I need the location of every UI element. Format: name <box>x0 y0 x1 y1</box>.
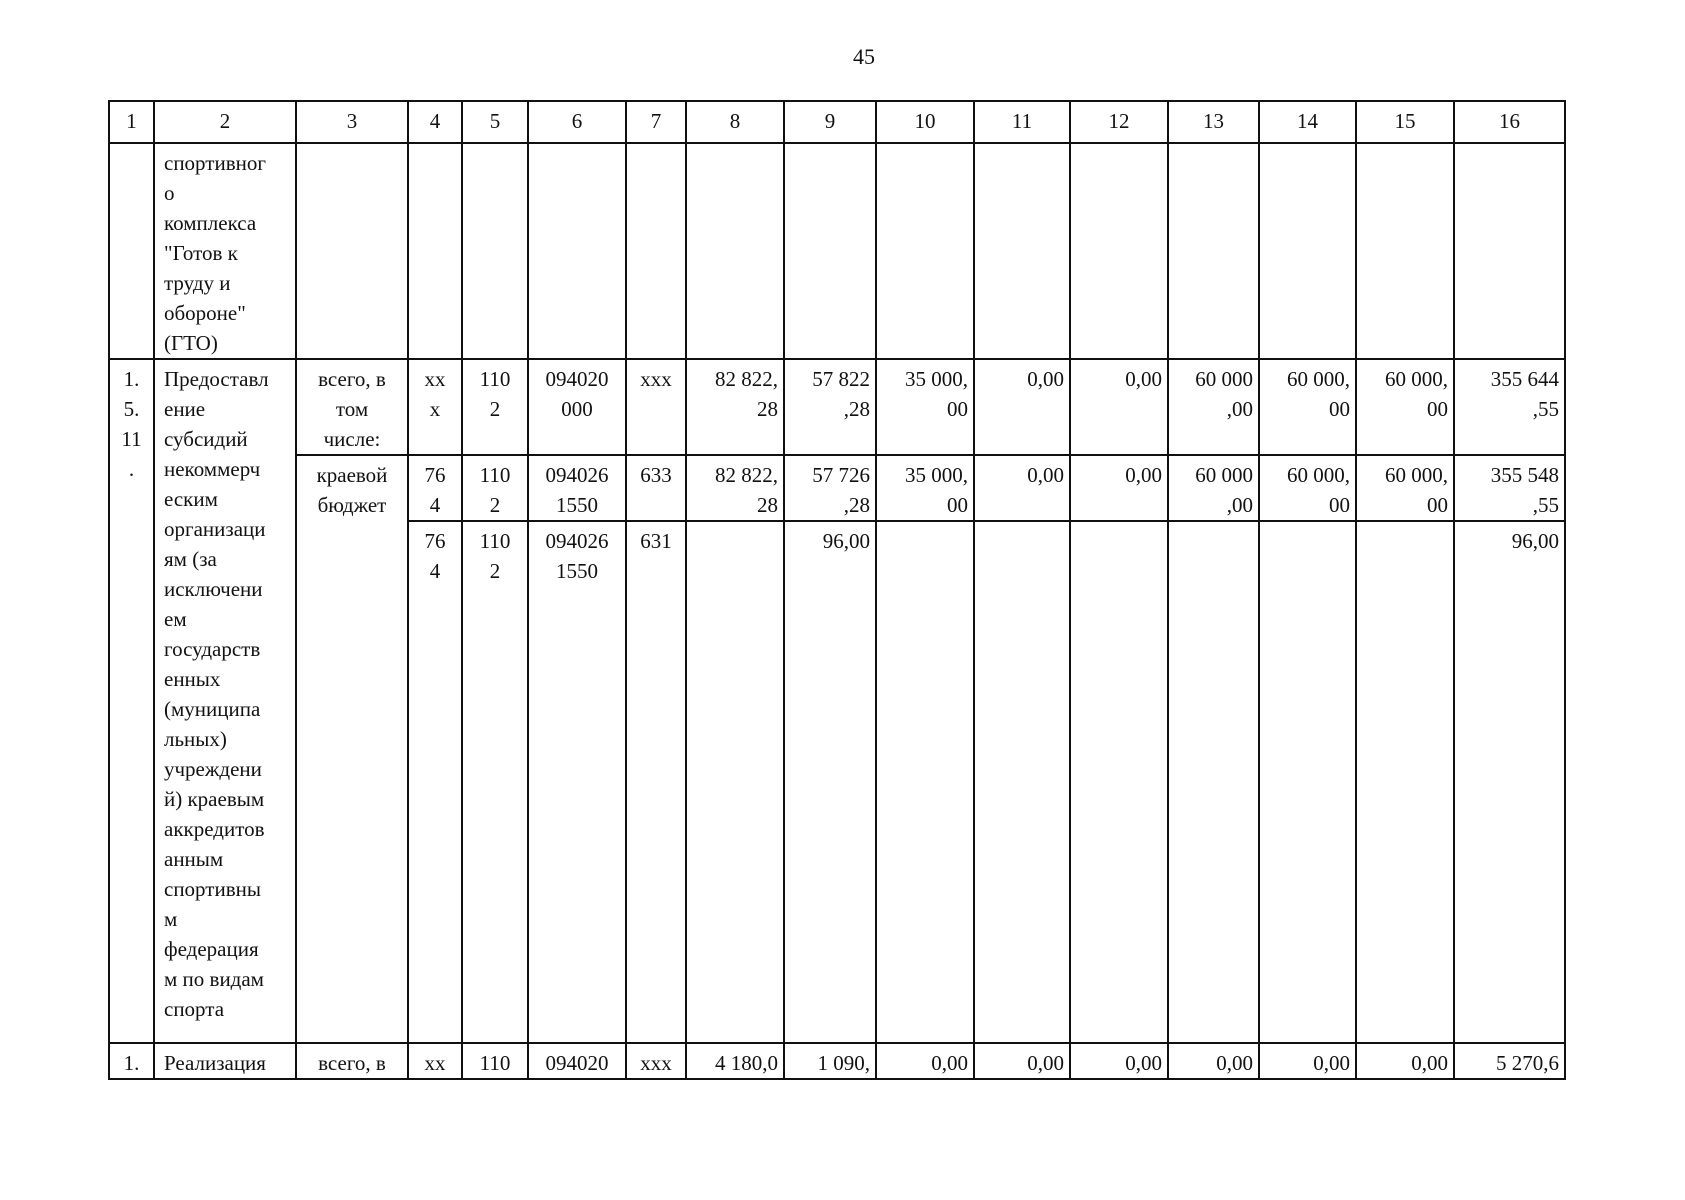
header-cell: 10 <box>876 101 974 143</box>
code-cell: 110 <box>462 1043 528 1079</box>
amount-cell: 60 000, 00 <box>1356 359 1454 455</box>
code-cell: ххх <box>626 1043 686 1079</box>
header-row <box>109 101 1565 143</box>
amount-cell: 0,00 <box>876 1043 974 1079</box>
code-cell: 094020 <box>528 1043 626 1079</box>
header-cell: 13 <box>1168 101 1259 143</box>
amount-cell: 35 000, 00 <box>876 359 974 455</box>
header-cell: 15 <box>1356 101 1454 143</box>
table-row-regional-633 <box>109 455 1565 521</box>
amount-cell <box>1259 521 1356 1043</box>
header-cell: 6 <box>528 101 626 143</box>
amount-cell: 0,00 <box>974 359 1070 455</box>
table-row-continuation <box>109 143 1565 359</box>
code-cell: 094026 1550 <box>528 521 626 1043</box>
funding-source-cell: всего, в том числе: <box>296 359 408 455</box>
row-number-cell: 1. 5. 11 . <box>109 359 154 1043</box>
code-cell: 631 <box>626 521 686 1043</box>
row-number-cell: 1. <box>109 1043 154 1079</box>
header-cell: 2 <box>154 101 296 143</box>
amount-cell: 96,00 <box>784 521 876 1043</box>
amount-cell: 60 000, 00 <box>1259 359 1356 455</box>
code-cell: 110 2 <box>462 521 528 1043</box>
code-cell: ххх <box>626 359 686 455</box>
code-cell: 094026 1550 <box>528 455 626 521</box>
header-cell: 3 <box>296 101 408 143</box>
header-cell: 11 <box>974 101 1070 143</box>
amount-cell: 35 000, 00 <box>876 455 974 521</box>
amount-cell: 0,00 <box>1070 359 1168 455</box>
amount-cell: 0,00 <box>1070 1043 1168 1079</box>
amount-cell: 60 000, 00 <box>1356 455 1454 521</box>
amount-cell: 60 000 ,00 <box>1168 455 1259 521</box>
amount-cell: 96,00 <box>1454 521 1565 1043</box>
header-cell: 4 <box>408 101 462 143</box>
amount-cell: 355 548 ,55 <box>1454 455 1565 521</box>
header-cell: 1 <box>109 101 154 143</box>
amount-cell: 0,00 <box>1168 1043 1259 1079</box>
amount-cell: 60 000, 00 <box>1259 455 1356 521</box>
amount-cell: 57 822 ,28 <box>784 359 876 455</box>
amount-cell: 82 822, 28 <box>686 359 784 455</box>
amount-cell: 82 822, 28 <box>686 455 784 521</box>
header-cell: 9 <box>784 101 876 143</box>
amount-cell <box>686 521 784 1043</box>
code-cell: 633 <box>626 455 686 521</box>
budget-table <box>108 100 1566 1080</box>
amount-cell: 0,00 <box>1259 1043 1356 1079</box>
table-row-total <box>109 359 1565 455</box>
amount-cell: 4 180,0 <box>686 1043 784 1079</box>
code-cell: 76 4 <box>408 455 462 521</box>
header-cell: 14 <box>1259 101 1356 143</box>
amount-cell: 0,00 <box>974 455 1070 521</box>
code-cell: 76 4 <box>408 521 462 1043</box>
amount-cell <box>1356 521 1454 1043</box>
header-cell: 5 <box>462 101 528 143</box>
code-cell: 110 2 <box>462 455 528 521</box>
header-cell: 12 <box>1070 101 1168 143</box>
amount-cell: 0,00 <box>1356 1043 1454 1079</box>
table-row-next <box>109 1043 1565 1079</box>
amount-cell <box>1070 521 1168 1043</box>
amount-cell: 5 270,6 <box>1454 1043 1565 1079</box>
funding-source-cell: краевой бюджет <box>296 455 408 1043</box>
amount-cell: 57 726 ,28 <box>784 455 876 521</box>
funding-source-cell: всего, в <box>296 1043 408 1079</box>
measure-name-cell: спортивног о комплекса "Готов к труду и обороне" (ГТО) <box>154 143 296 359</box>
amount-cell: 60 000 ,00 <box>1168 359 1259 455</box>
code-cell: хх <box>408 1043 462 1079</box>
measure-name-cell: Предоставл ение субсидий некоммерч еским организаци ям (за исключени ем государств енных (муниципа льных) учреждени й) краевым аккредитов анным спортивны м федерация м по видам спорта <box>154 359 296 1043</box>
measure-name-cell: Реализация <box>154 1043 296 1079</box>
amount-cell: 0,00 <box>1070 455 1168 521</box>
amount-cell: 0,00 <box>974 1043 1070 1079</box>
amount-cell <box>1168 521 1259 1043</box>
header-cell: 8 <box>686 101 784 143</box>
amount-cell: 1 090, <box>784 1043 876 1079</box>
amount-cell: 355 644 ,55 <box>1454 359 1565 455</box>
page-number: 45 <box>853 44 875 69</box>
code-cell: хх х <box>408 359 462 455</box>
header-cell: 16 <box>1454 101 1565 143</box>
amount-cell <box>876 521 974 1043</box>
code-cell: 094020 000 <box>528 359 626 455</box>
code-cell: 110 2 <box>462 359 528 455</box>
header-cell: 7 <box>626 101 686 143</box>
amount-cell <box>974 521 1070 1043</box>
